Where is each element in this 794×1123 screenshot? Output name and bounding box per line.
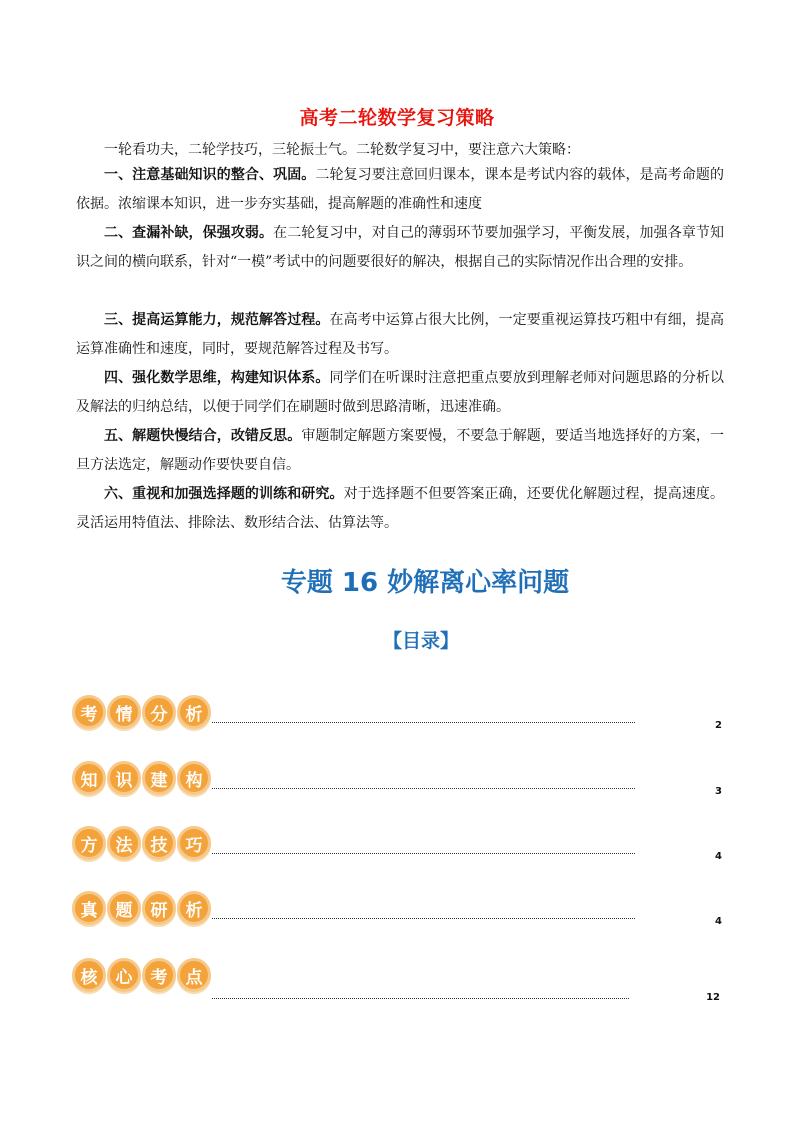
- toc-page-number: 3: [715, 786, 722, 797]
- strategy-body: 审题制定解题方案要慢，不要急于解题，要适当地选择好的方案，一旦方法选定，解题动作要快要自信。: [76, 428, 725, 473]
- toc-leader-dots: [212, 998, 629, 999]
- strategy-lead: 二、查漏补缺，保强攻弱。: [104, 225, 274, 241]
- toc-badge-group: [72, 761, 212, 805]
- toc-badge-char: 方: [72, 826, 106, 860]
- topic-title: 专题 16 妙解离心率问题: [280, 568, 570, 598]
- strategy-paragraph-6: [76, 480, 724, 538]
- toc-page-number: 2: [715, 720, 722, 731]
- strategy-body: 在高考中运算占很大比例，一定要重视运算技巧粗中有细，提高运算准确性和速度，同时，要规范解答过程及书写。: [76, 312, 725, 357]
- toc-entry[interactable]: [72, 958, 732, 1008]
- toc-badge-group: [72, 695, 212, 739]
- toc-badge-group: [72, 891, 212, 935]
- strategy-paragraph-1: [76, 161, 724, 219]
- toc-badge-char: 析: [177, 695, 211, 729]
- toc-page-number: 12: [706, 992, 720, 1003]
- toc-badge-group: [72, 958, 212, 1002]
- strategy-lead: 五、解题快慢结合，改错反思。: [104, 428, 302, 444]
- toc-leader-dots: [212, 788, 635, 789]
- strategy-lead: 六、重视和加强选择题的训练和研究。: [104, 486, 344, 502]
- toc-title: 【目录】: [382, 630, 459, 652]
- toc-badge-char: 法: [107, 826, 141, 860]
- strategy-lead: 一、注意基础知识的整合、巩固。: [104, 167, 316, 183]
- strategy-lead: 四、强化数学思维，构建知识体系。: [104, 370, 330, 386]
- toc-page-number: 4: [715, 916, 722, 927]
- toc-entry[interactable]: [72, 761, 732, 811]
- intro-text: 一轮看功夫，二轮学技巧，三轮振士气。二轮数学复习中，要注意六大策略：: [104, 142, 580, 158]
- toc-entry[interactable]: [72, 891, 732, 941]
- toc-entry[interactable]: [72, 826, 732, 876]
- strategy-body: 同学们在听课时注意把重点要放到理解老师对问题思路的分析以及解法的归纳总结，以便于同学们在刷题时做到思路清晰，迅速准确。: [76, 370, 725, 415]
- toc-badge-char: 建: [142, 761, 176, 795]
- toc-badge-char: 构: [177, 761, 211, 795]
- toc-page-number: 4: [715, 851, 722, 862]
- strategy-body: 在二轮复习中，对自己的薄弱环节要加强学习，平衡发展，加强各章节知识之间的横向联系，针对“一模”考试中的问题要很好的解决，根据自己的实际情况作出合理的安排。: [76, 225, 725, 270]
- toc-badge-char: 识: [107, 761, 141, 795]
- toc-badge-char: 考: [72, 695, 106, 729]
- strategy-paragraph-2: [76, 219, 724, 277]
- toc-badge-char: 知: [72, 761, 106, 795]
- toc-badge-char: 核: [72, 958, 106, 992]
- doc-title: 高考二轮数学复习策略: [299, 107, 495, 129]
- toc-leader-dots: [212, 722, 635, 723]
- strategy-lead: 三、提高运算能力，规范解答过程。: [104, 312, 330, 328]
- toc-badge-char: 情: [107, 695, 141, 729]
- toc-badge-group: [72, 826, 212, 870]
- toc-badge-char: 点: [177, 958, 211, 992]
- toc-badge-char: 析: [177, 891, 211, 925]
- strategy-paragraph-5: [76, 422, 724, 480]
- strategy-body: 二轮复习要注意回归课本，课本是考试内容的载体，是高考命题的依据。浓缩课本知识，进一步夯实基础，提高解题的准确性和速度: [76, 167, 725, 212]
- toc-badge-char: 研: [142, 891, 176, 925]
- toc-leader-dots: [212, 918, 635, 919]
- toc-badge-char: 真: [72, 891, 106, 925]
- toc-badge-char: 考: [142, 958, 176, 992]
- toc-badge-char: 巧: [177, 826, 211, 860]
- toc-badge-char: 分: [142, 695, 176, 729]
- strategy-body: 对于选择题不但要答案正确，还要优化解题过程，提高速度。灵活运用特值法、排除法、数形结合法、估算法等。: [76, 486, 725, 531]
- toc-badge-char: 心: [107, 958, 141, 992]
- toc-leader-dots: [212, 853, 635, 854]
- toc-entry[interactable]: [72, 695, 732, 745]
- strategy-paragraph-3: [76, 306, 724, 364]
- toc-badge-char: 题: [107, 891, 141, 925]
- strategy-paragraph-4: [76, 364, 724, 422]
- toc-badge-char: 技: [142, 826, 176, 860]
